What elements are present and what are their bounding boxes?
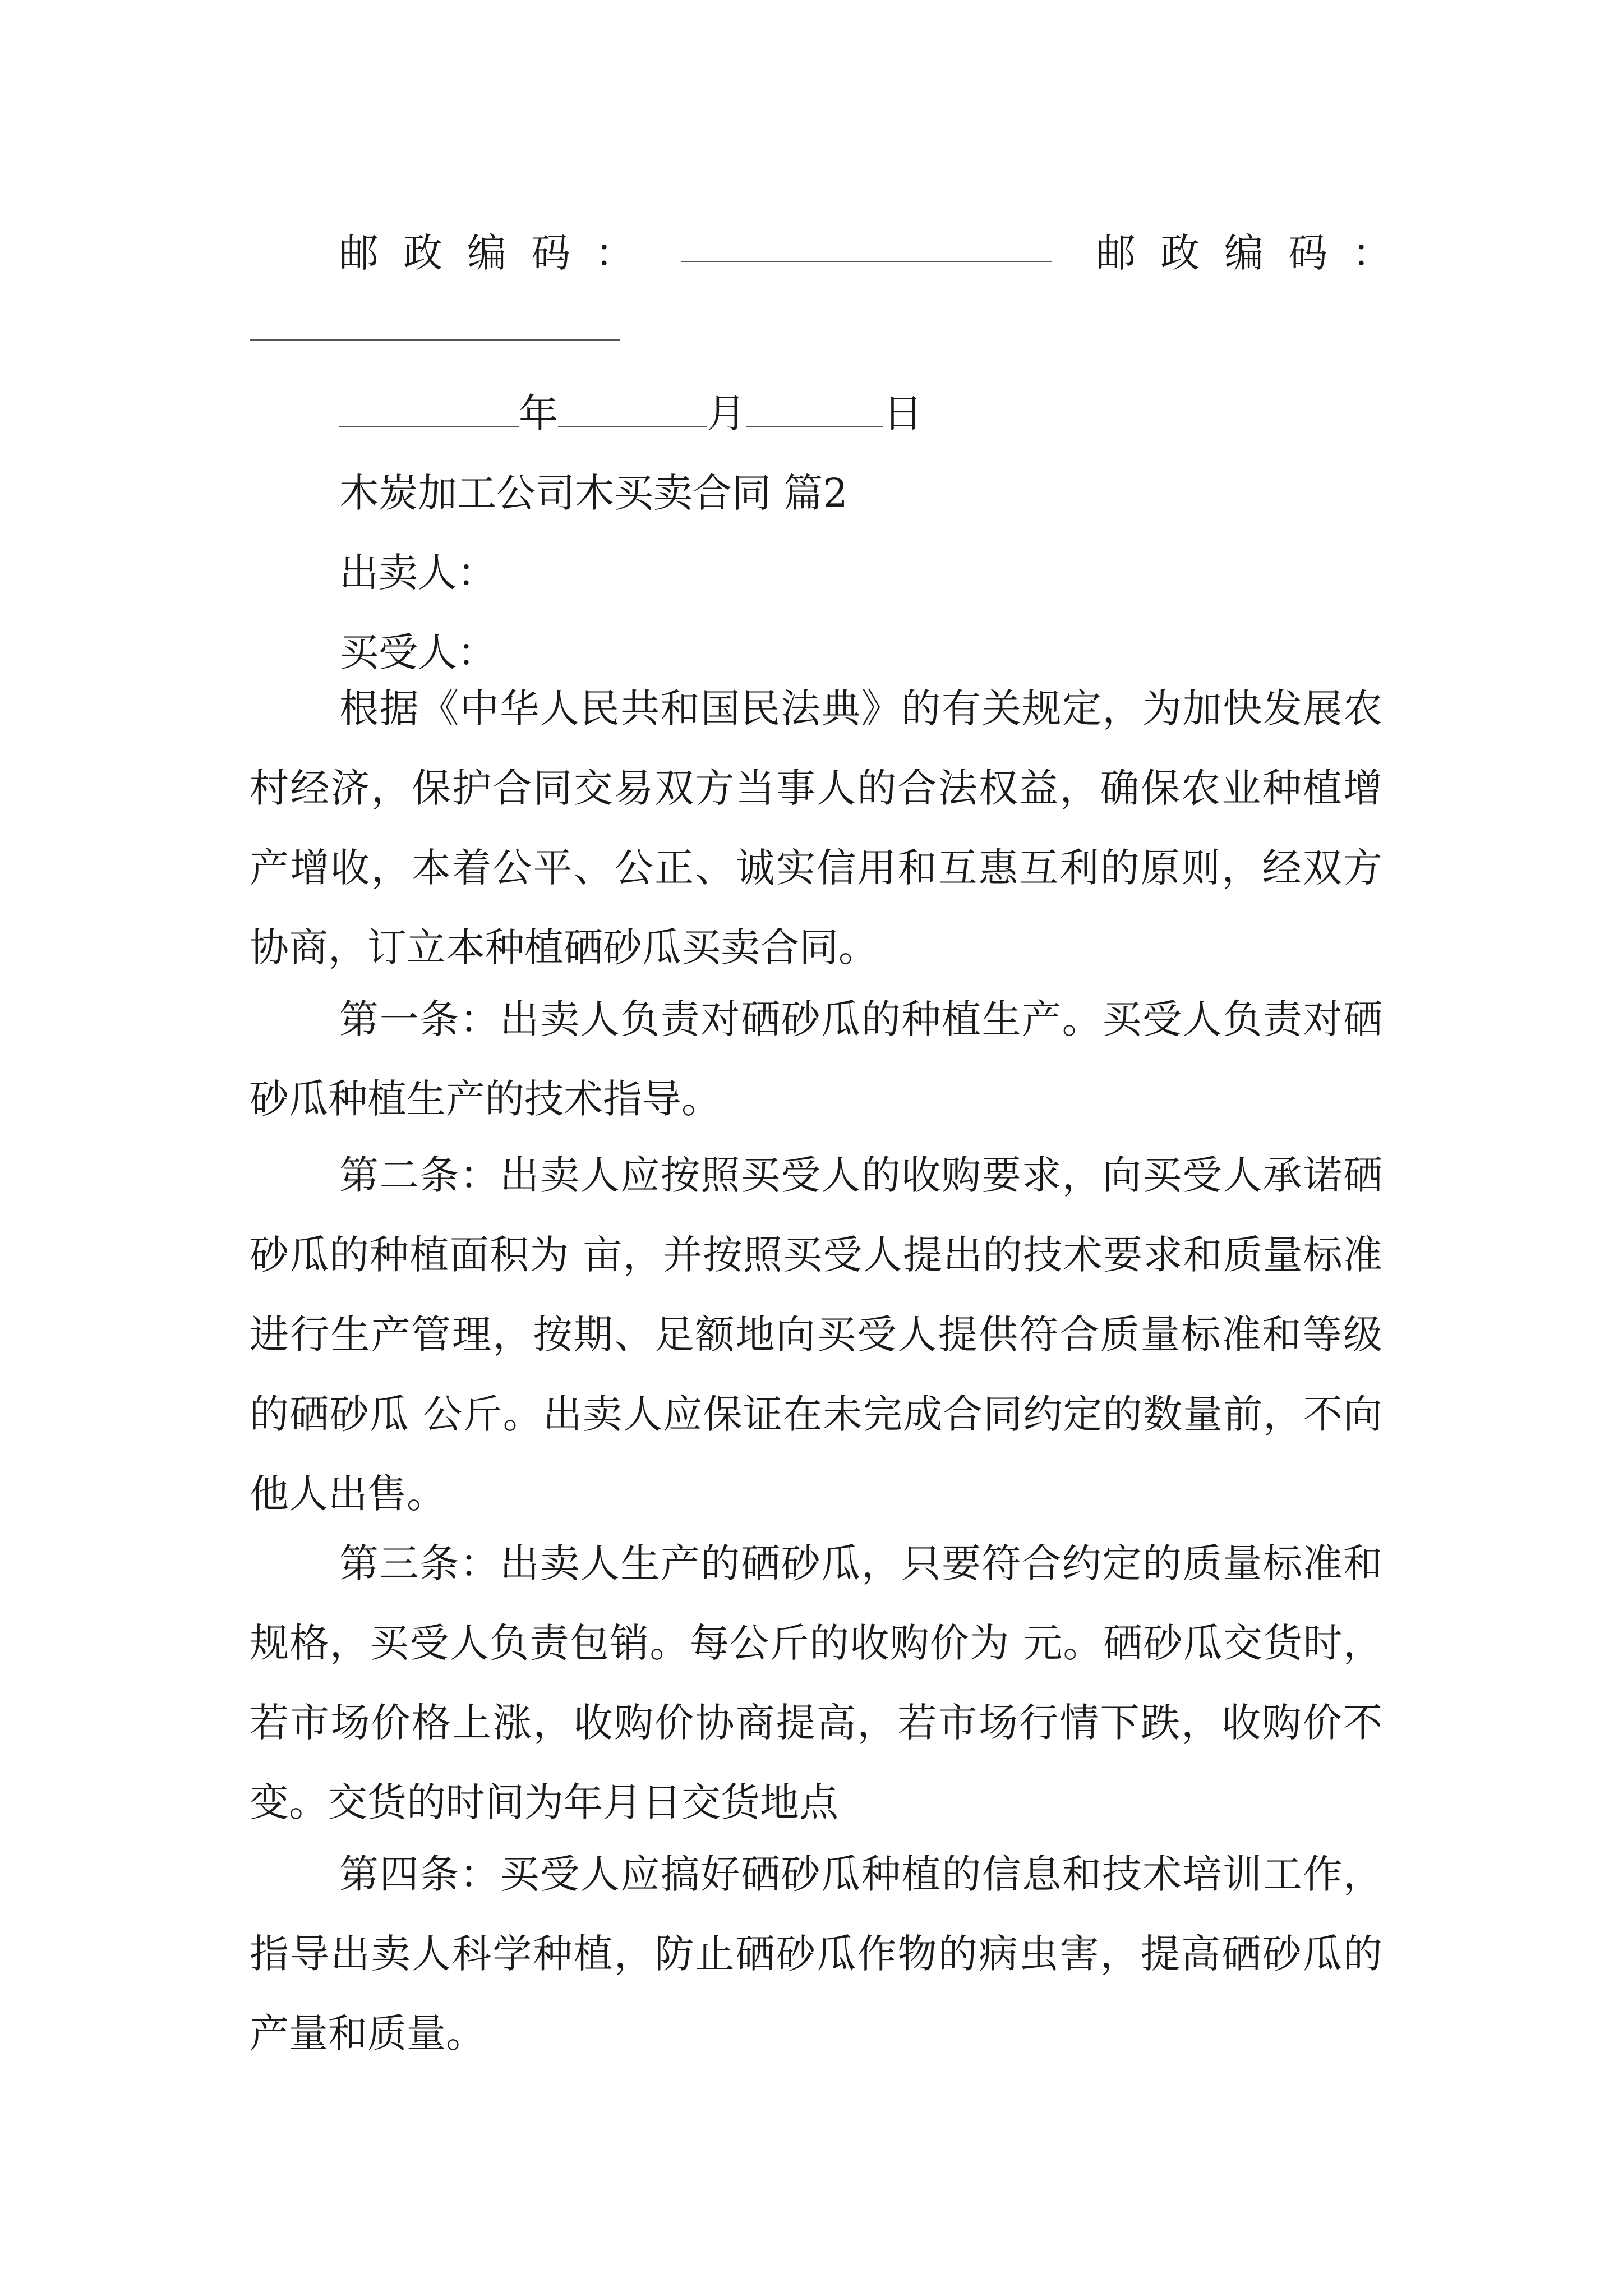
- postal-code-row: [250, 213, 1416, 293]
- contract-title: 木炭加工公司木买卖合同 篇2: [339, 470, 848, 516]
- article-2: 第二条：出卖人应按照买受人的收购要求，向买受人承诺硒砂瓜的种植面积为 亩，并按照买受人提出的技术要求和质量标准进行生产管理，按期、足额地向买受人提供符合质量标准和等级的硒砂瓜 公斤。出卖人应保证在未完成合同约定的数量前，不向他人出售。: [250, 1152, 1382, 1517]
- date-line: [339, 374, 923, 453]
- article-1: 第一条：出卖人负责对硒砂瓜的种植生产。买受人负责对硒砂瓜种植生产的技术指导。: [250, 996, 1382, 1122]
- intro-paragraph: 根据《中华人民共和国民法典》的有关规定，为加快发展农村经济，保护合同交易双方当事人的合法权益，确保农业种植增产增收，本着公平、公正、诚实信用和互惠互利的原则，经双方协商，订立本种植硒砂瓜买卖合同。: [250, 685, 1382, 970]
- day-blank: [746, 389, 883, 427]
- postal-code-blank-right: [250, 339, 620, 341]
- year-label: 年: [519, 390, 558, 436]
- article-4: 第四条：买受人应搞好硒砂瓜种植的信息和技术培训工作，指导出卖人科学种植，防止硒砂瓜作物的病虫害，提高硒砂瓜的产量和质量。: [250, 1851, 1382, 2056]
- buyer-label: 买受人：: [339, 629, 496, 675]
- postal-code-label-left: 邮政编码：: [339, 230, 659, 276]
- month-blank: [558, 389, 707, 427]
- postal-code-blank-left: [681, 261, 1052, 262]
- day-label: 日: [883, 390, 923, 436]
- seller-label: 出卖人：: [339, 550, 496, 596]
- month-label: 月: [707, 390, 746, 436]
- year-blank: [339, 389, 519, 427]
- article-3: 第三条：出卖人生产的硒砂瓜，只要符合约定的质量标准和规格，买受人负责包销。每公斤的收购价为 元。硒砂瓜交货时，若市场价格上涨，收购价协商提高，若市场行情下跌，收购价不变。交货的时间为年月日交货地点: [250, 1540, 1382, 1825]
- postal-code-label-right: 邮政编码：: [1096, 230, 1416, 276]
